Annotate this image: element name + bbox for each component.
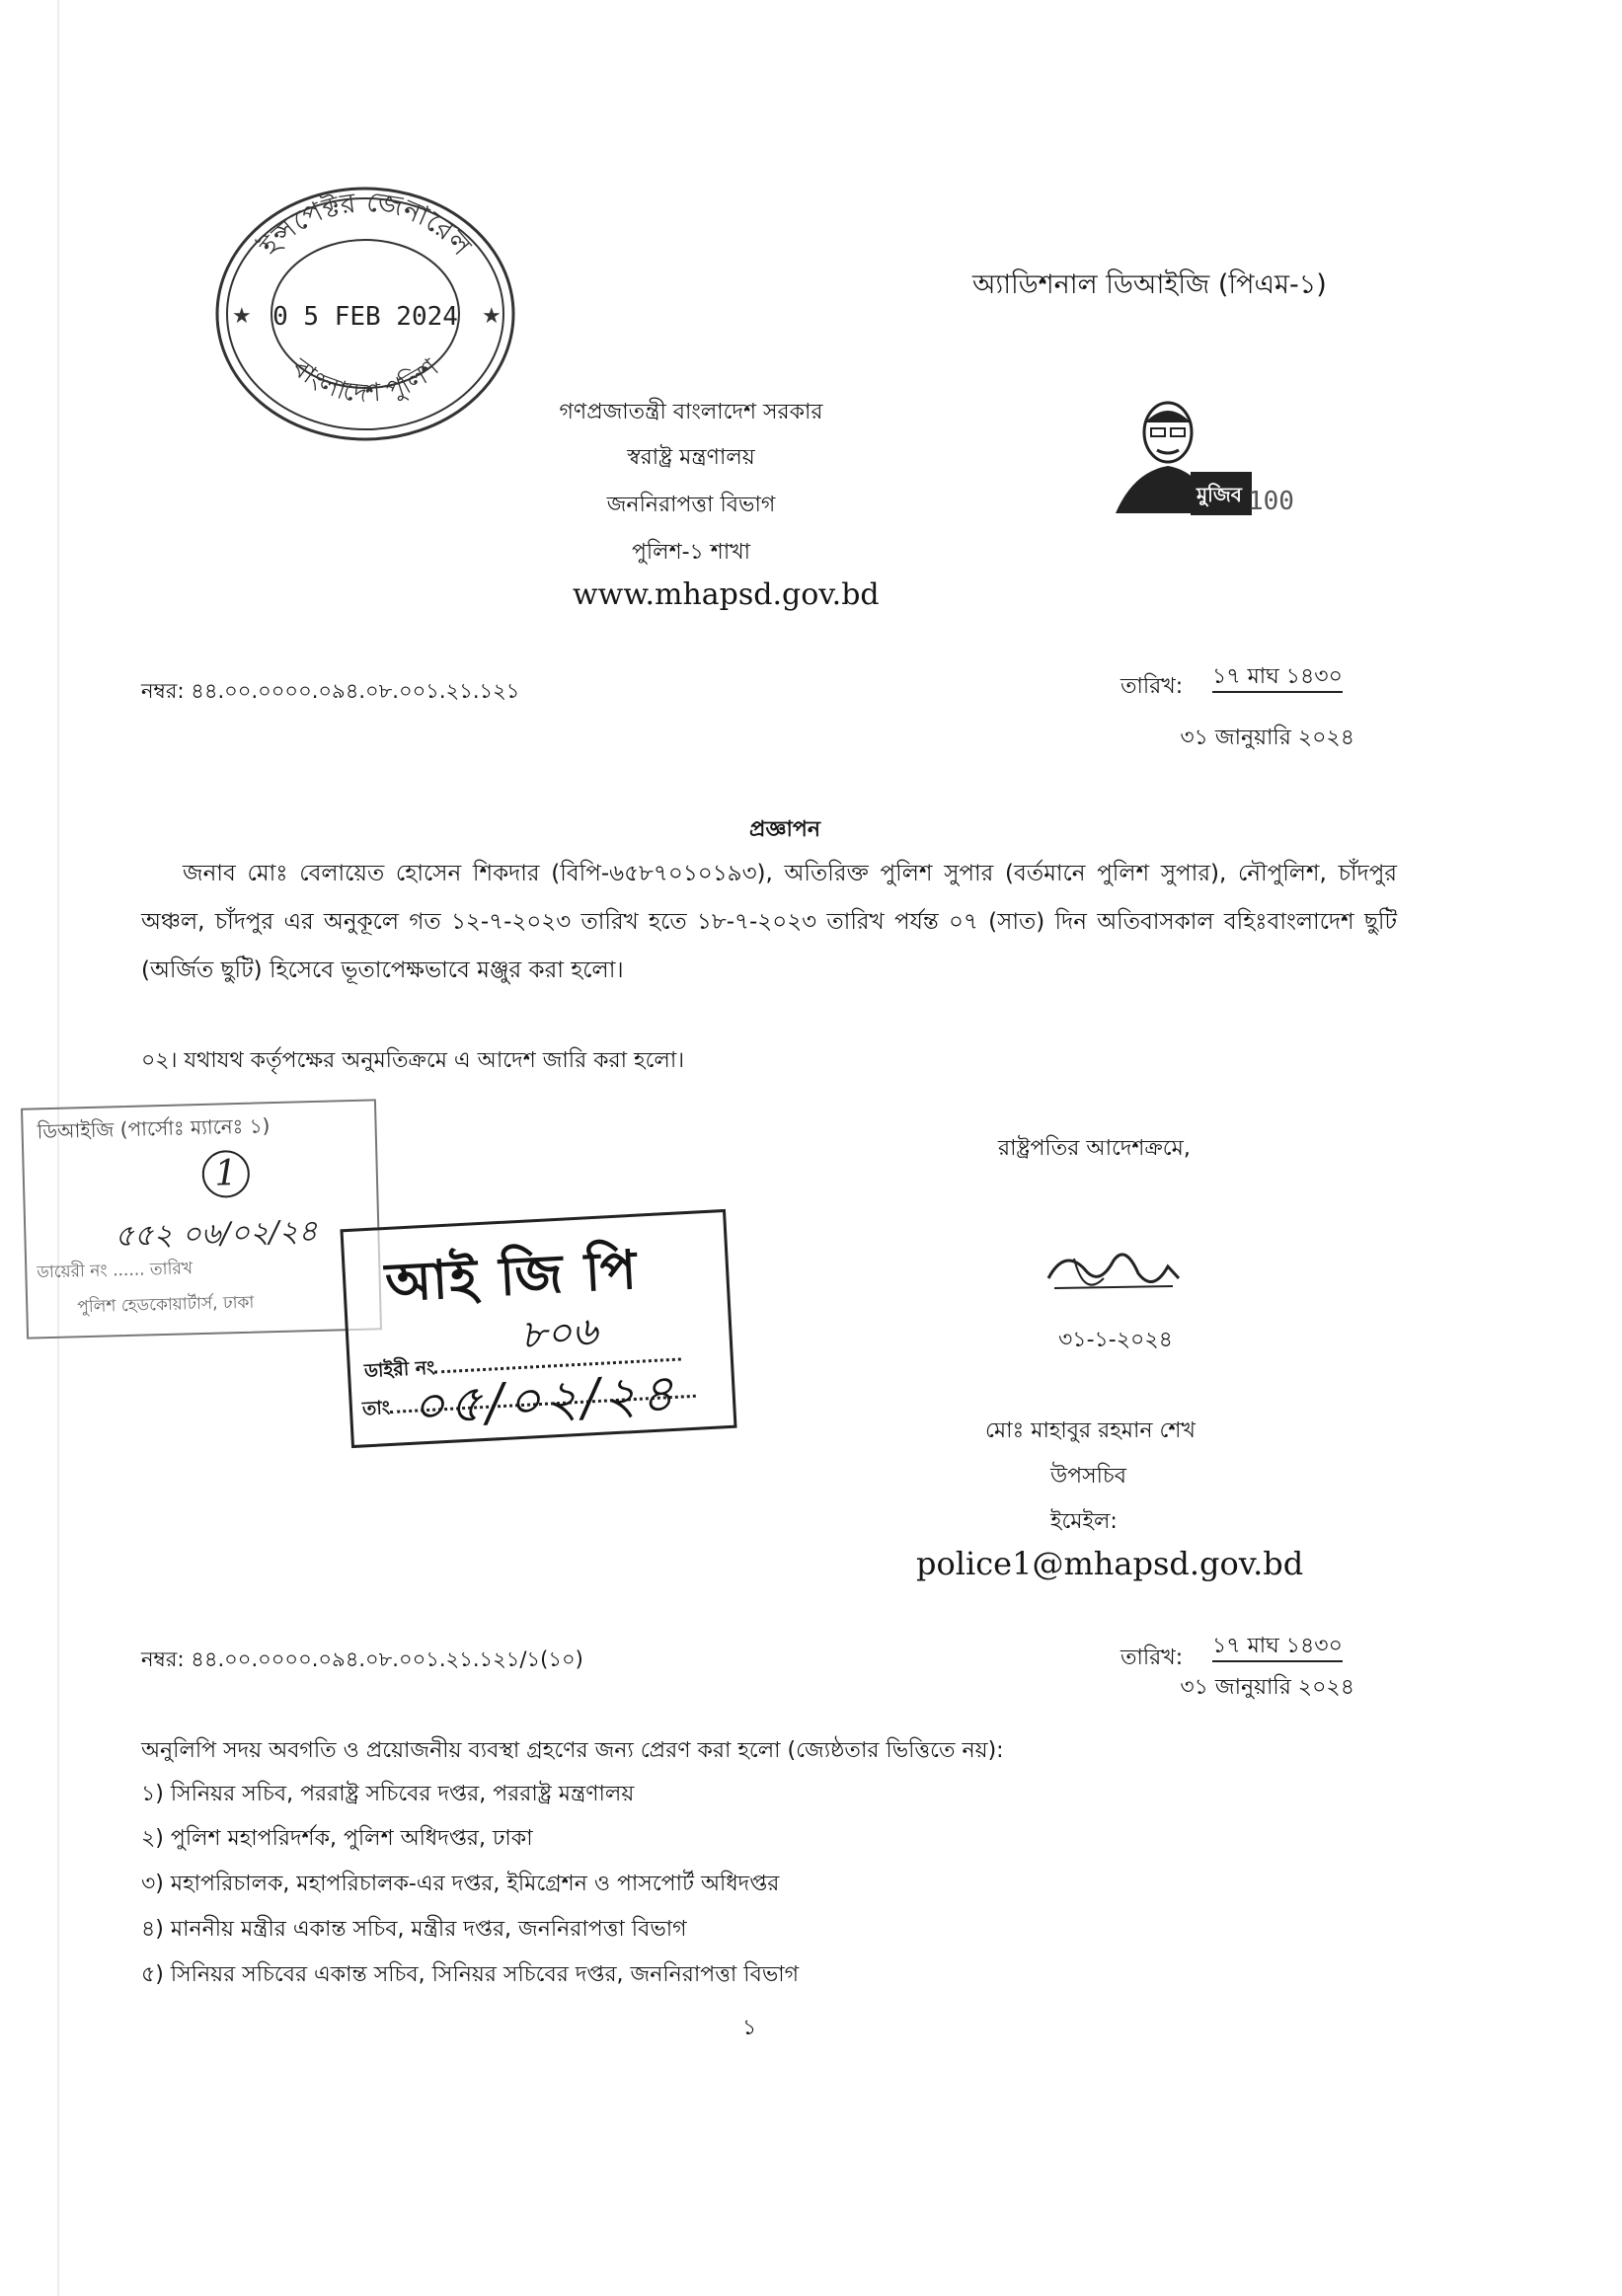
addl-dig-note: অ্যাডিশনাল ডিআইজি (পিএম-১) — [972, 269, 1327, 300]
igp-stamp-title: আই জি পি — [383, 1238, 641, 1315]
igp-date-value: ০৫/০২/২৪ — [410, 1363, 679, 1437]
body-paragraph-1: জনাব মোঃ বেলায়েত হোসেন শিকদার (বিপি-৬৫৮৭০১০১৯৩), অতিরিক্ত পুলিশ সুপার (বর্তমানে পুলিশ সুপার), নৌপুলিশ, চাঁদপুর অঞ্চল, চাঁদপুর এর অনুকূলে গত ১২-৭-২০২৩ তারিখ হতে ১৮-৭-২০২৩ তারিখ পর্যন্ত ০৭ (সাত) দিন অতিবাসকাল বহিঃবাংলাদেশ ছুটি (অর্জিত ছুটি) হিসেবে ভূতাপেক্ষভাবে মঞ্জুর করা হলো। — [141, 861, 1397, 983]
stamp-diary-line: ডায়েরী নং ...... তারিখ — [37, 1259, 193, 1283]
dig-receipt-stamp — [21, 1099, 382, 1339]
igp-date-label: তাং — [361, 1397, 391, 1420]
date-bangla: ১৭ মাঘ ১৪৩০ — [1212, 664, 1343, 693]
signatory-name: মোঃ মাহাবুর রহমান শেখ — [985, 1418, 1196, 1443]
copy-item: ৪) মাননীয় মন্ত্রীর একান্ত সচিব, মন্ত্রীর দপ্তর, জননিরাপত্তা বিভাগ — [141, 1917, 687, 1942]
seal-top-text: ইন্সপেক্টর জেনারেল — [253, 185, 479, 263]
copy-intro: অনুলিপি সদয় অবগতি ও প্রয়োজনীয় ব্যবস্থা গ্রহণের জন্য প্রেরণ করা হলো (জ্যেষ্ঠতার ভিত্তিতে নয়): — [141, 1738, 1004, 1763]
svg-text:মুজিব: মুজিব — [1197, 483, 1242, 506]
round-seal-stamp — [210, 183, 521, 445]
memo-number: নম্বর: ৪৪.০০.০০০০.০৯৪.০৮.০০১.২১.১২১ — [141, 679, 520, 703]
signatory-email[interactable]: police1@mhapsd.gov.bd — [916, 1545, 1304, 1582]
stamp-office-line: ডিআইজি (পার্সোঃ ম্যানেঃ ১) — [37, 1113, 270, 1144]
copy-item: ২) পুলিশ মহাপরিদর্শক, পুলিশ অধিদপ্তর, ঢাকা — [141, 1826, 533, 1851]
copy-item: ১) সিনিয়র সচিব, পররাষ্ট্র সচিবের দপ্তর, পররাষ্ট্র মন্ত্রণালয় — [141, 1782, 635, 1806]
president-order-line: রাষ্ট্রপতির আদেশক্রমে, — [998, 1136, 1191, 1161]
igp-diary-stamp — [340, 1209, 736, 1448]
header-line-ministry: স্বরাষ্ট্র মন্ত্রণালয় — [627, 445, 755, 470]
notification-title: প্রজ্ঞাপন — [749, 817, 820, 842]
signature-date: ৩১-১-২০২৪ — [1058, 1328, 1173, 1352]
igp-diary-label: ডাইরী নং — [363, 1356, 435, 1383]
header-line-division: জননিরাপত্তা বিভাগ — [606, 493, 776, 517]
date-english: ৩১ জানুয়ারি ২০২৪ — [1180, 726, 1354, 750]
svg-text:ইন্সপেক্টর জেনারেল — [253, 185, 479, 263]
header-line-government: গণপ্রজাতন্ত্রী বাংলাদেশ সরকার — [559, 400, 823, 424]
copy-item: ৩) মহাপরিচালক, মহাপরিচালক-এর দপ্তর, ইমিগ্রেশন ও পাসপোর্ট অধিদপ্তর — [141, 1872, 780, 1896]
copy-date-bangla: ১৭ মাঘ ১৪৩০ — [1212, 1634, 1343, 1662]
seal-star-right-icon: ★ — [482, 304, 502, 329]
header-line-branch: পুলিশ-১ শাখা — [631, 540, 751, 565]
signatory-designation: উপসচিব — [1050, 1464, 1127, 1489]
mujib-borsho-logo — [1114, 395, 1293, 523]
svg-text:বাংলাদেশ পুলিশ — [285, 352, 445, 409]
seal-star-left-icon: ★ — [232, 304, 252, 329]
copy-item: ৫) সিনিয়র সচিবের একান্ত সচিব, সিনিয়র সচিবের দপ্তর, জননিরাপত্তা বিভাগ — [141, 1962, 800, 1987]
copy-date-label: তারিখ: — [1120, 1645, 1184, 1670]
handwritten-reference: ৫৫২ ০৬/০২/২৪ — [114, 1213, 319, 1255]
signature-scribble — [1044, 1239, 1183, 1308]
copy-memo-number: নম্বর: ৪৪.০০.০০০০.০৯৪.০৮.০০১.২১.১২১/১(১০) — [141, 1647, 583, 1671]
email-label: ইমেইল: — [1050, 1509, 1118, 1534]
igp-diary-number: ৮০৬ — [519, 1308, 599, 1358]
seal-bottom-text: বাংলাদেশ পুলিশ — [286, 352, 445, 410]
date-label: তারিখ: — [1120, 674, 1184, 699]
website-link[interactable]: www.mhapsd.gov.bd — [573, 577, 880, 612]
handwritten-serial: 1 — [201, 1150, 250, 1198]
page-number: ১ — [742, 2016, 757, 2040]
stamp-hq-line: পুলিশ হেডকোয়ার্টার্স, ঢাকা — [77, 1292, 255, 1318]
body-paragraph-2: ০২। যথাযথ কর্তৃপক্ষের অনুমতিক্রমে এ আদেশ জারি করা হলো। — [141, 1048, 685, 1073]
logo-number: 100 — [1248, 487, 1293, 516]
copy-date-english: ৩১ জানুয়ারি ২০২৪ — [1180, 1675, 1354, 1700]
seal-date: 0 5 FEB 2024 — [272, 302, 458, 332]
